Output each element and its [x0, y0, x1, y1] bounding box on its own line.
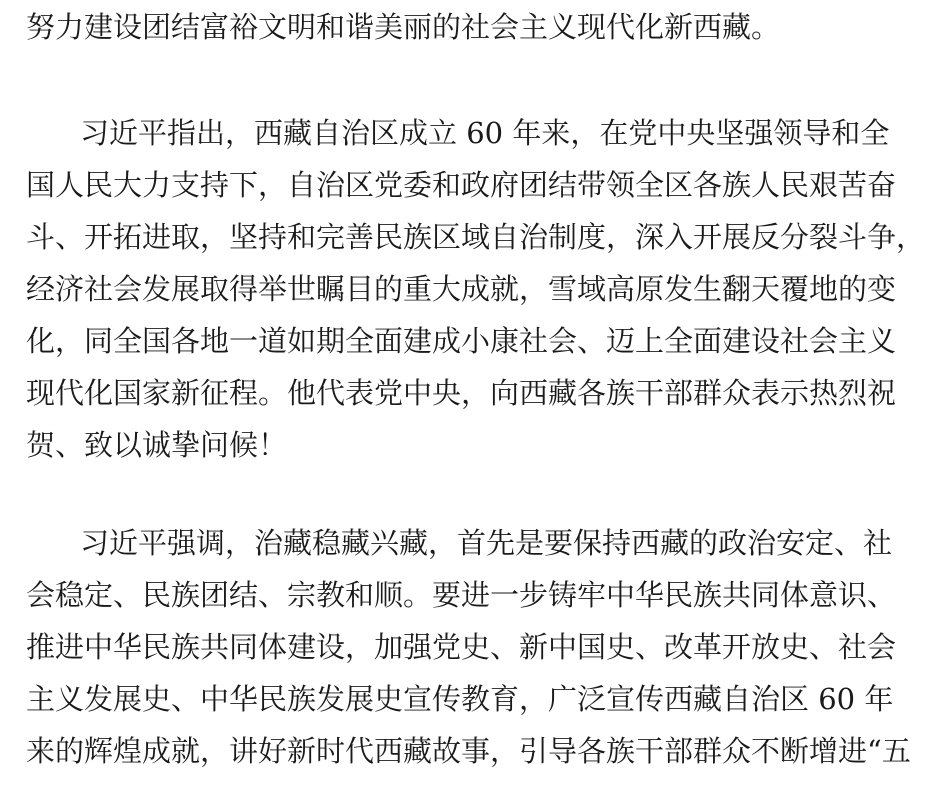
text-line: 经济社会发展取得举世瞩目的重大成就，雪域高原发生翻天覆地的变 — [26, 272, 897, 306]
text-line: 贺、致以诚挚问候！ — [26, 428, 288, 462]
text-line: 斗、开拓进取，坚持和完善民族区域自治制度，深入开展反分裂斗争， — [26, 220, 925, 254]
text-line: 会稳定、民族团结、宗教和顺。要进一步铸牢中华民族共同体意识、 — [26, 578, 897, 612]
paragraph-first-line: 习近平强调，治藏稳藏兴藏，首先是要保持西藏的政治安定、社 — [80, 526, 893, 560]
text-line: 现代化国家新征程。他代表党中央，向西藏各族干部群众表示热烈祝 — [26, 376, 897, 410]
text-line: 来的辉煌成就，讲好新时代西藏故事，引导各族干部群众不断增进“五 — [26, 734, 911, 768]
text-line: 努力建设团结富裕文明和谐美丽的社会主义现代化新西藏。 — [26, 10, 781, 44]
text-line: 推进中华民族共同体建设，加强党史、新中国史、改革开放史、社会 — [26, 630, 897, 664]
text-line: 主义发展史、中华民族发展史宣传教育，广泛宣传西藏自治区 60 年 — [26, 682, 894, 716]
paragraph-first-line: 习近平指出，西藏自治区成立 60 年来，在党中央坚强领导和全 — [80, 116, 890, 150]
text-line: 化，同全国各地一道如期全面建成小康社会、迈上全面建设社会主义 — [26, 324, 897, 358]
text-line: 国人民大力支持下，自治区党委和政府团结带领全区各族人民艰苦奋 — [26, 168, 897, 202]
